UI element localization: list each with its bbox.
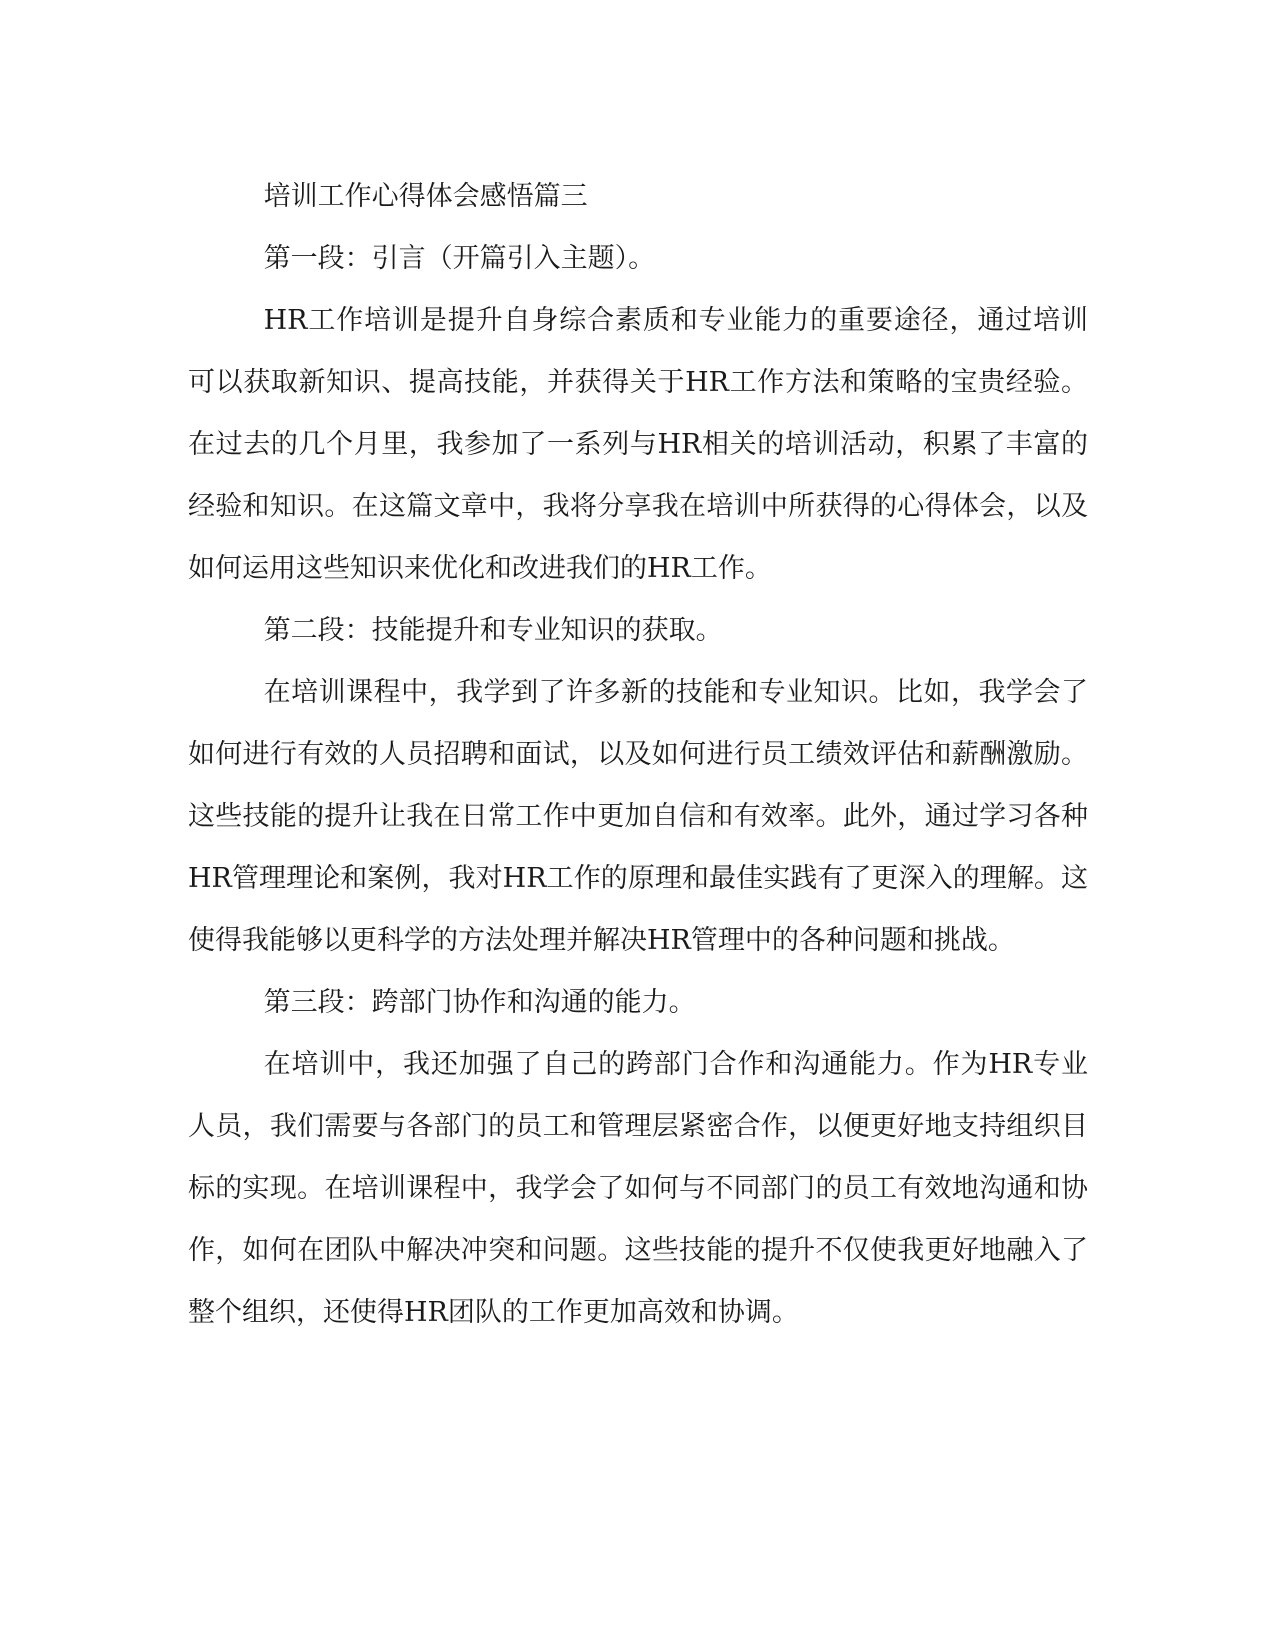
- section-heading-3: 第三段：跨部门协作和沟通的能力。: [263, 987, 696, 1018]
- document-body: [188, 166, 1088, 1344]
- section-heading-1: 第一段：引言（开篇引入主题）。: [263, 243, 656, 274]
- section-heading-2: 第二段：技能提升和专业知识的获取。: [263, 615, 723, 646]
- paragraph-1: HR工作培训是提升自身综合素质和专业能力的重要途径，通过培训可以获取新知识、提高技能，并获得关于HR工作方法和策略的宝贵经验。在过去的几个月里，我参加了一系列与HR相关的培训活动，积累了丰富的经验和知识。在这篇文章中，我将分享我在培训中所获得的心得体会，以及如何运用这些知识来优化和改进我们的HR工作。: [188, 305, 1088, 584]
- paragraph-3: 在培训中，我还加强了自己的跨部门合作和沟通能力。作为HR专业人员，我们需要与各部门的员工和管理层紧密合作，以便更好地支持组织目标的实现。在培训课程中，我学会了如何与不同部门的员工有效地沟通和协作，如何在团队中解决冲突和问题。这些技能的提升不仅使我更好地融入了整个组织，还使得HR团队的工作更加高效和协调。: [188, 1049, 1088, 1328]
- document-title: 培训工作心得体会感悟篇三: [263, 181, 588, 212]
- paragraph-2: 在培训课程中，我学到了许多新的技能和专业知识。比如，我学会了如何进行有效的人员招聘和面试，以及如何进行员工绩效评估和薪酬激励。这些技能的提升让我在日常工作中更加自信和有效率。此外，通过学习各种HR管理理论和案例，我对HR工作的原理和最佳实践有了更深入的理解。这使得我能够以更科学的方法处理并解决HR管理中的各种问题和挑战。: [188, 677, 1088, 956]
